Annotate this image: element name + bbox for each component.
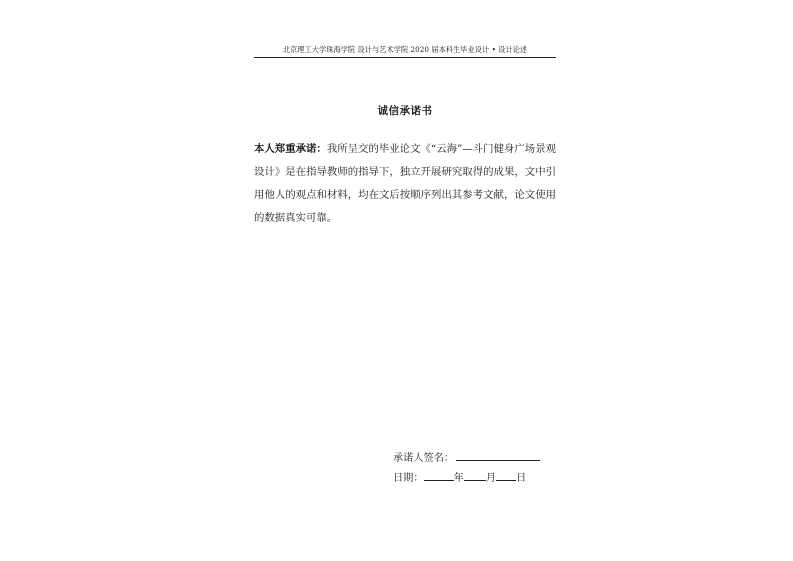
- signature-label: 承诺人签名：: [393, 453, 455, 464]
- statement-body: 我所呈交的毕业论文《“云海”—斗门健身广场景观设计》是在指导教师的指导下，独立开展研究取得的成果，文中引用他人的观点和材料，均在文后按顺序列出其参考文献，论文使用的数据真实可靠。: [254, 143, 556, 224]
- page-title: 诚信承诺书: [377, 105, 433, 117]
- day-label: 日: [515, 473, 527, 484]
- year-blank: [424, 471, 454, 481]
- date-row: [393, 469, 526, 484]
- signature-blank: [456, 451, 540, 461]
- day-blank: [496, 471, 516, 481]
- year-label: 年: [453, 473, 464, 484]
- running-header: 北京理工大学珠海学院 设计与艺术学院 2020 届本科生毕业设计 • 设计论述: [282, 45, 528, 54]
- statement-lead: 本人郑重承诺：: [254, 143, 327, 155]
- date-label: 日期：: [393, 473, 424, 484]
- signature-row: [393, 449, 540, 464]
- statement-paragraph: [254, 138, 556, 230]
- header-rule: [254, 57, 556, 58]
- month-blank: [464, 471, 486, 481]
- month-label: 月: [485, 473, 496, 484]
